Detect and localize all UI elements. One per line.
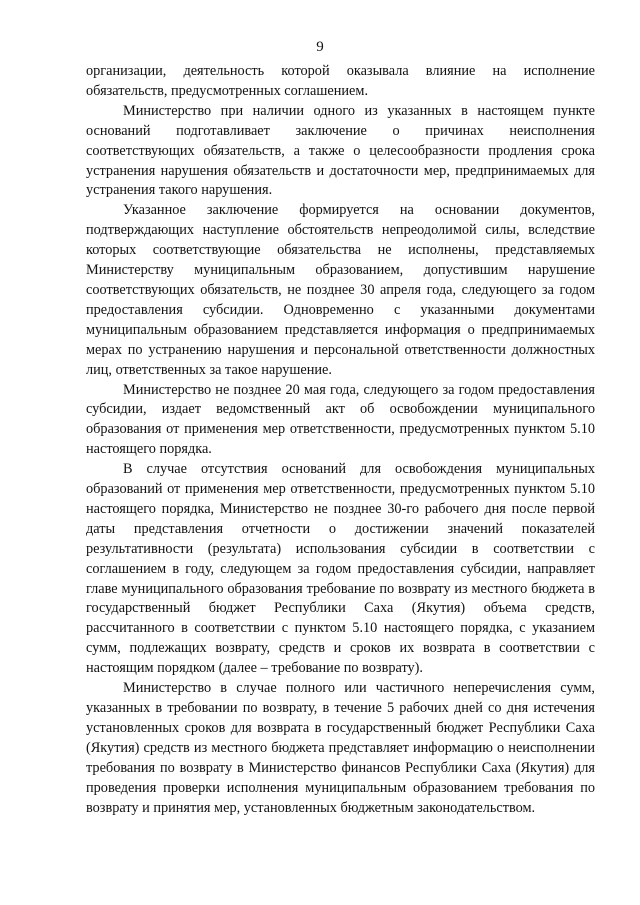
paragraph-1: организации, деятельность которой оказывала влияние на исполнение обязательств, предусмотренных соглашением.: [86, 63, 595, 99]
page-number: 9: [316, 39, 324, 55]
paragraph-5: В случае отсутствия оснований для освобождения муниципальных образований от применения мер ответственности, предусмотренных пунктом 5.10 настоящего порядка, Министерство не позднее 30-го рабочего дня после первой даты представления отчетности о достижении значений показателей результативности (результата) использования субсидии в соответствии с соглашением в году, следующем за годом предоставления субсидии, направляет главе муниципального образования требование по возврату из местного бюджета в государственный бюджет Республики Саха (Якутия) объема средств, рассчитанного в соответствии с пунктом 5.10 настоящего порядка, с указанием сумм, подлежащих возврату, средств и сроков их возврата в соответствии с настоящим порядком (далее – требование по возврату).: [86, 461, 595, 677]
paragraph-4: Министерство не позднее 20 мая года, следующего за годом предоставления субсидии, издает ведомственный акт об освобождении муниципального образования от применения мер ответственности, предусмотренных пунктом 5.10 настоящего порядка.: [86, 381, 595, 458]
paragraph-6: Министерство в случае полного или частичного неперечисления сумм, указанных в требовании по возврату, в течение 5 рабочих дней со дня истечения установленных сроков для возврата в государственный бюджет Республики Саха (Якутия) средств из местного бюджета представляет информацию о неисполнении требования по возврату в Министерство финансов Республики Саха (Якутия) для проведения проверки исполнения муниципальным образованием требования по возврату и принятия мер, установленных бюджетным законодательством.: [86, 680, 595, 816]
document-body: [86, 62, 595, 818]
paragraph-3: Указанное заключение формируется на основании документов, подтверждающих наступление обстоятельств непреодолимой силы, вследствие которых соответствующие обязательства не исполнены, представляемых Министерству муниципальным образованием, допустившим нарушение соответствующих обязательств, не позднее 30 апреля года, следующего за годом предоставления субсидии. Одновременно с указанными документами муниципальным образованием представляется информация о предпринимаемых мерах по устранению нарушения и персональной ответственности должностных лиц, ответственных за такое нарушение.: [86, 202, 595, 378]
paragraph-2: Министерство при наличии одного из указанных в настоящем пункте оснований подготавливает заключение о причинах неисполнения соответствующих обязательств, а также о целесообразности продления срока устранения нарушения обязательств и достаточности мер, предпринимаемых для устранения такого нарушения.: [86, 102, 595, 199]
